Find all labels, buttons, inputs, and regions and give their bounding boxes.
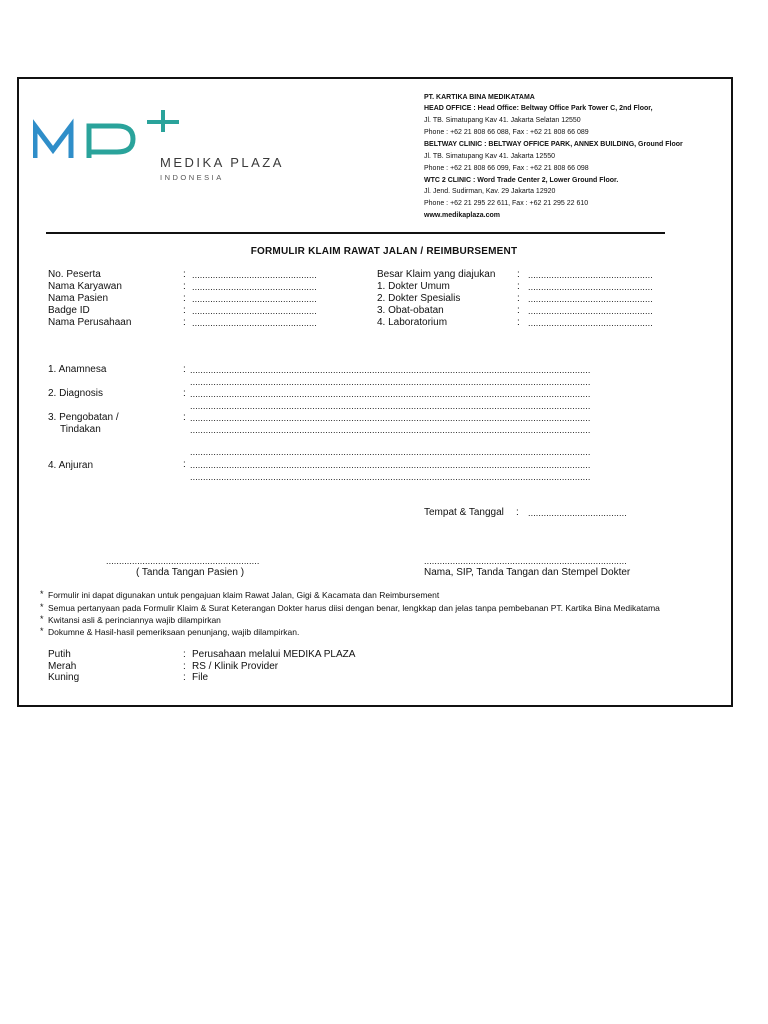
copy-dest-merah: RS / Klinik Provider xyxy=(192,661,279,672)
website: www.medikaplaza.com xyxy=(424,212,500,219)
nama-pasien-blank[interactable]: ................................................ xyxy=(192,294,317,304)
field-nama-karyawan: Nama Karyawan xyxy=(48,281,122,292)
label-anamnesa: 1. Anamnesa xyxy=(48,364,107,375)
note-bullet: * xyxy=(40,589,44,599)
field-besar-klaim: Besar Klaim yang diajukan xyxy=(377,269,496,280)
diagnosis-line-2[interactable]: .......................................................................................................................................................... xyxy=(190,401,591,411)
field-laboratorium: 4. Laboratorium xyxy=(377,317,448,328)
laboratorium-blank[interactable]: ................................................ xyxy=(528,318,653,328)
label-tindakan: Tindakan xyxy=(60,424,101,435)
anamnesa-line-1[interactable]: .......................................................................................................................................................... xyxy=(190,365,591,375)
note-bullet: * xyxy=(40,602,44,612)
label-pengobatan: 3. Pengobatan / xyxy=(48,412,119,423)
note-1: Formulir ini dapat digunakan untuk pengajuan klaim Rawat Jalan, Gigi & Kacamata dan Reimbursement xyxy=(48,590,440,600)
field-dokter-umum: 1. Dokter Umum xyxy=(377,281,450,292)
wtc-address: Jl. Jend. Sudirman, Kav. 29 Jakarta 12920 xyxy=(424,188,556,195)
colon: : xyxy=(517,317,520,328)
colon: : xyxy=(183,649,186,660)
anjuran-line-1[interactable]: .......................................................................................................................................................... xyxy=(190,460,591,470)
beltway-clinic: BELTWAY CLINIC : BELTWAY OFFICE PARK, ANNEX BUILDING, Ground Floor xyxy=(424,141,683,148)
colon: : xyxy=(183,388,186,399)
header-divider xyxy=(46,232,665,234)
colon: : xyxy=(183,412,186,423)
nama-karyawan-blank[interactable]: ................................................ xyxy=(192,282,317,292)
besar-klaim-blank[interactable]: ................................................ xyxy=(528,270,653,280)
colon: : xyxy=(183,364,186,375)
brand-name: MEDIKA PLAZA xyxy=(160,155,284,170)
note-bullet: * xyxy=(40,614,44,624)
patient-signature-label: ( Tanda Tangan Pasien ) xyxy=(136,567,245,578)
anjuran-line-2[interactable]: .......................................................................................................................................................... xyxy=(190,472,591,482)
beltway-phone: Phone : +62 21 808 66 099, Fax : +62 21 808 66 098 xyxy=(424,165,589,172)
field-nama-perusahaan: Nama Perusahaan xyxy=(48,317,132,328)
copy-dest-kuning: File xyxy=(192,672,209,683)
colon: : xyxy=(183,317,186,328)
head-office: HEAD OFFICE : Head Office: Beltway Office Park Tower C, 2nd Floor, xyxy=(424,105,653,112)
nama-perusahaan-blank[interactable]: ................................................ xyxy=(192,318,317,328)
wtc-clinic: WTC 2 CLINIC : Word Trade Center 2, Lower Ground Floor. xyxy=(424,177,619,184)
label-tempat-tanggal: Tempat & Tanggal xyxy=(424,507,504,518)
badge-id-blank[interactable]: ................................................ xyxy=(192,306,317,316)
copy-color-merah: Merah xyxy=(48,661,77,672)
field-badge-id: Badge ID xyxy=(48,305,90,316)
anamnesa-line-2[interactable]: .......................................................................................................................................................... xyxy=(190,377,591,387)
note-2: Semua pertanyaan pada Formulir Klaim & Surat Keterangan Dokter harus diisi dengan benar, lengkkap dan jelas tanpa pembebanan PT. Kartika Bina Medikatama xyxy=(48,603,660,613)
head-office-phone: Phone : +62 21 808 66 088, Fax : +62 21 808 66 089 xyxy=(424,129,589,136)
label-diagnosis: 2. Diagnosis xyxy=(48,388,104,399)
colon: : xyxy=(183,269,186,280)
colon: : xyxy=(183,293,186,304)
copy-color-kuning: Kuning xyxy=(48,672,80,683)
pengobatan-line-3[interactable]: .......................................................................................................................................................... xyxy=(190,447,591,457)
company-name: PT. KARTIKA BINA MEDIKATAMA xyxy=(424,94,535,101)
patient-signature-line[interactable]: ........................................................... xyxy=(106,556,260,566)
colon: : xyxy=(517,269,520,280)
colon: : xyxy=(517,293,520,304)
note-3: Kwitansi asli & perinciannya wajib dilampirkan xyxy=(48,615,221,625)
tempat-tanggal-blank[interactable]: ...................................... xyxy=(528,508,627,518)
colon: : xyxy=(517,281,520,292)
label-anjuran: 4. Anjuran xyxy=(48,460,94,471)
head-office-address: Jl. TB. Simatupang Kav 41. Jakarta Selatan 12550 xyxy=(424,117,581,124)
colon: : xyxy=(517,305,520,316)
wtc-phone: Phone : +62 21 295 22 611, Fax : +62 21 295 22 610 xyxy=(424,200,589,207)
field-nama-pasien: Nama Pasien xyxy=(48,293,109,304)
copy-dest-putih: Perusahaan melalui MEDIKA PLAZA xyxy=(192,649,356,660)
no-peserta-blank[interactable]: ................................................ xyxy=(192,270,317,280)
dokter-spesialis-blank[interactable]: ................................................ xyxy=(528,294,653,304)
colon: : xyxy=(183,459,186,470)
colon: : xyxy=(516,507,519,518)
dokter-umum-blank[interactable]: ................................................ xyxy=(528,282,653,292)
copy-color-putih: Putih xyxy=(48,649,71,660)
note-bullet: * xyxy=(40,626,44,636)
doctor-signature-line[interactable]: .............................................................................. xyxy=(424,556,627,566)
note-4: Dokumne & Hasil-hasil pemeriksaan penunjang, wajib dilampirkan. xyxy=(48,627,300,637)
diagnosis-line-1[interactable]: .......................................................................................................................................................... xyxy=(190,389,591,399)
colon: : xyxy=(183,661,186,672)
field-no-peserta: No. Peserta xyxy=(48,269,101,280)
obat-obatan-blank[interactable]: ................................................ xyxy=(528,306,653,316)
brand-country: INDONESIA xyxy=(160,173,224,182)
form-title: FORMULIR KLAIM RAWAT JALAN / REIMBURSEMENT xyxy=(250,246,518,257)
beltway-address: Jl. TB. Simatupang Kav 41. Jakarta 12550 xyxy=(424,153,556,160)
field-dokter-spesialis: 2. Dokter Spesialis xyxy=(377,293,461,304)
field-obat-obatan: 3. Obat-obatan xyxy=(377,305,444,316)
doctor-signature-label: Nama, SIP, Tanda Tangan dan Stempel Dokter xyxy=(424,567,631,578)
pengobatan-line-2[interactable]: .......................................................................................................................................................... xyxy=(190,425,591,435)
colon: : xyxy=(183,305,186,316)
colon: : xyxy=(183,672,186,683)
colon: : xyxy=(183,281,186,292)
pengobatan-line-1[interactable]: .......................................................................................................................................................... xyxy=(190,413,591,423)
